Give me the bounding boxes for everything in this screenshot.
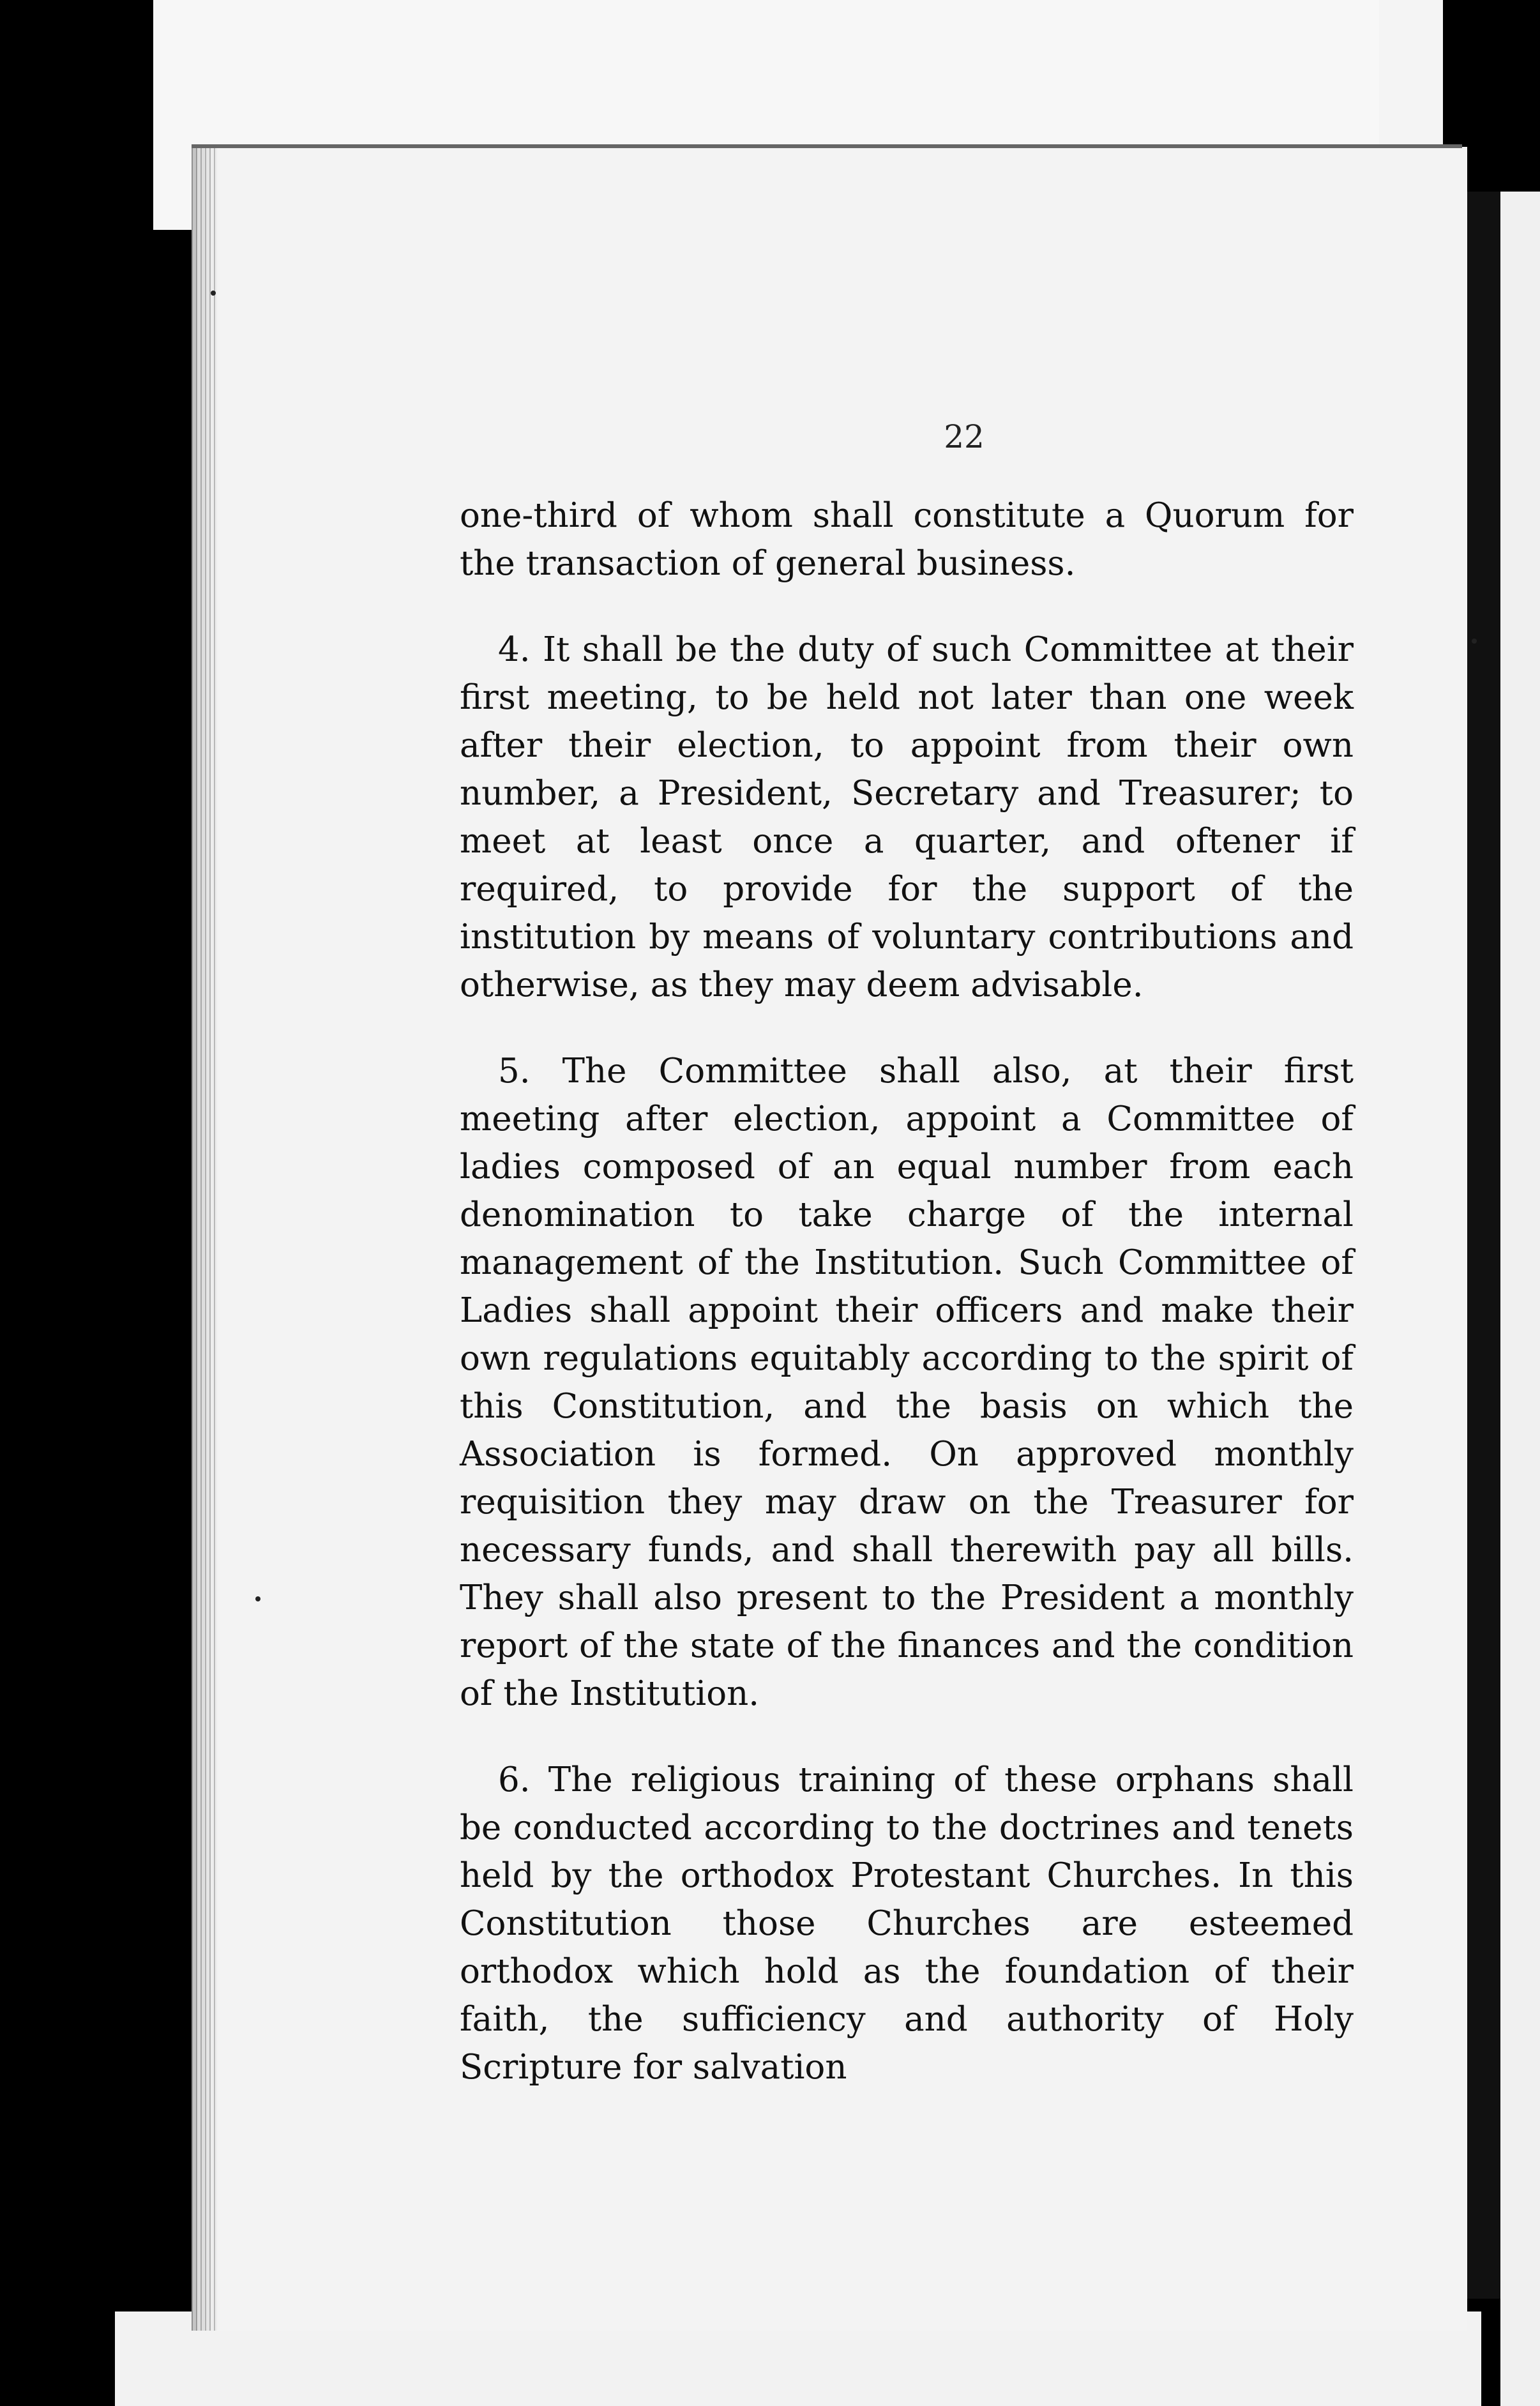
right-margin-sheet	[1500, 192, 1540, 2406]
scan-speck	[1472, 639, 1477, 644]
page-edge-lines	[192, 147, 217, 2331]
body-text	[460, 492, 1354, 2130]
page-top-edge	[192, 144, 1462, 148]
paragraph-6: 6. The religious training of these orphans shall be conducted according to the doctrines and tenets held by the orthodox Protestant Churches. In this Constitution those Churches are esteemed orthodox which hold as the foundation of their faith, the sufficiency and authority of Holy Scripture for salvation	[460, 1760, 1354, 2087]
page-number: 22	[944, 418, 985, 455]
book-spine-shadow	[1462, 192, 1500, 2299]
paragraph-4: 4. It shall be the duty of such Committee at their first meeting, to be held not later than one week after their election, to appoint from their own number, a President, Secretary and Treasurer; to meet at least once a quarter, and oftener if required, to provide for the support of the institution by means of voluntary contributions and otherwise, as they may deem advisable.	[460, 630, 1354, 1004]
scan-speck	[255, 1596, 260, 1601]
paragraph-quorum: one-third of whom shall constitute a Quorum for the transaction of general business.	[460, 496, 1354, 583]
scan-speck	[211, 291, 216, 296]
paragraph-5: 5. The Committee shall also, at their first meeting after election, appoint a Committee of ladies composed of an equal number from each denomination to take charge of the internal management of the Institution. Such Committee of Ladies shall appoint their officers and make their own regulations equitably according to the spirit of this Constitution, and the basis on which the Association is formed. On approved monthly requisition they may draw on the Treasurer for necessary funds, and shall therewith pay all bills. They shall also present to the President a monthly report of the state of the finances and the condition of the Institution.	[460, 1052, 1354, 1713]
